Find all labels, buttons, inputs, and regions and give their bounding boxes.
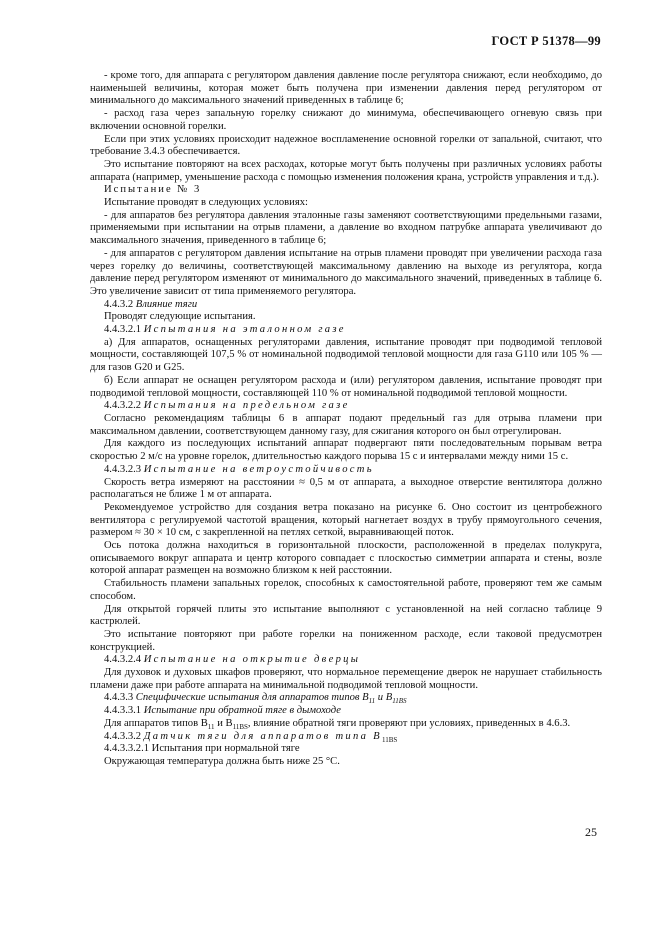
section-title: Датчик тяги для аппаратов типа B — [143, 730, 382, 742]
paragraph: - расход газа через запальную горелку снижают до минимума, обеспечивающего огневую связь при включении основной горелки. — [90, 108, 602, 132]
paragraph: Это испытание повторяют при работе горелки на пониженном расходе, если таковой предусмотрен конструкцией. — [90, 628, 602, 653]
section-number: 4.4.3.2 — [104, 298, 134, 310]
test-heading: Испытание № 3 — [104, 184, 202, 196]
section-heading-4-4-3-2-2 — [90, 400, 602, 413]
paragraph: Рекомендуемое устройство для создания ветра показано на рисунке 6. Оно состоит из центробежного вентилятора с регулируемой частотой вращения, который нагнетает воздух в трубу прямоугольного сечения, размером ≈ 30 × 10 см, с закрепленной на петлях сеткой, выравнивающей поток. — [90, 501, 602, 539]
standard-header: ГОСТ Р 51378—99 — [491, 34, 601, 48]
section-number: 4.4.3.3 — [104, 692, 134, 704]
paragraph: Проводят следующие испытания. — [104, 311, 256, 323]
section-heading-4-4-3-3-1 — [90, 705, 602, 718]
section-heading-4-4-3-3 — [90, 692, 602, 705]
section-heading-4-4-3-2 — [90, 299, 602, 312]
section-title: Специфические испытания для аппаратов типов $B_{11}$ и $B_{11BS}$ — [135, 692, 407, 706]
paragraph: Для аппаратов типов $B_{11}$ и $B_{11BS}$, влияние обратной тяги проверяют при условиях, приведенных в 4.6.3. — [104, 717, 571, 731]
paragraph: Это испытание повторяют на всех расходах, которые могут быть получены при различных условиях работы аппарата (например, уменьшение расхода с помощью изменения положения крана, устройств управления и т.д.). — [90, 158, 602, 183]
section-title: Испытание на открытие дверцы — [143, 654, 361, 666]
section-title: Испытания на предельном газе — [143, 400, 350, 412]
paragraph: - для аппаратов с регулятором давления испытание на отрыв пламени проводят при увеличении расхода газа через горелку до величины, соответствующей максимальному давлению на выходе из регулятора, когда давление перед регулятором изменяют от минимального до максимального значений, приведенных в таблице 6. Это увеличение зависит от типа применяемого регулятора. — [90, 247, 602, 297]
paragraph: Согласно рекомендациям таблицы 6 в аппарат подают предельный газ для отрыва пламени при максимальном давлении, соответствующем данному газу, для сжигания которого он был отрегулирован. — [90, 412, 602, 437]
page-number: 25 — [585, 825, 597, 839]
paragraph: Для каждого из последующих испытаний аппарат подвергают пяти последовательным порывам ветра скоростью 2 м/с на уровне горелок, длительностью каждого порыва 15 с и интервалами между ними 15 с. — [90, 438, 602, 463]
paragraph: Скорость ветра измеряют на расстоянии ≈ 0,5 м от аппарата, а выходное отверстие вентилятора должно располагаться не ближе 1 м от аппарата. — [90, 476, 602, 501]
paragraph: - для аппаратов без регулятора давления эталонные газы заменяют соответствующими предельными газами, применяемыми при испытании на отрыв пламени, а давление во входном патрубке аппарата увеличивают до максимального значения, приведенного в таблице 6; — [90, 209, 602, 247]
section-number: 4.4.3.2.1 — [104, 324, 142, 336]
section-number: 4.4.3.3.1 — [104, 705, 142, 717]
section-title: Влияние тяги — [135, 298, 198, 310]
paragraph: Окружающая температура должна быть ниже 25 °С. — [104, 755, 340, 767]
section-number: 4.4.3.3.2 — [104, 730, 142, 742]
paragraph: а) Для аппаратов, оснащенных регуляторами давления, испытание проводят при подводимой тепловой мощности, составляющей 107,5 % от номинальной подводимой тепловой мощности для газа G110 или 105 % — для газов G20 и G25. — [90, 336, 602, 374]
section-number: 4.4.3.2.3 — [104, 463, 142, 475]
paragraph: б) Если аппарат не оснащен регулятором расхода и (или) регулятором давления, испытание проводят при подводимой тепловой мощности, составляющей 110 % от номинальной подводимой тепловой мощности. — [90, 374, 602, 399]
paragraph: Для духовок и духовых шкафов проверяют, что нормальное перемещение дверок не нарушает стабильность пламени даже при работе аппарата на минимальной подводимой тепловой мощности. — [90, 667, 602, 691]
section-title: Испытания на эталонном газе — [143, 324, 346, 336]
section-heading-4-4-3-2-4 — [90, 654, 602, 667]
paragraph: Для открытой горячей плиты это испытание выполняют с установленной на ней согласно таблице 9 кастрюлей. — [90, 603, 602, 628]
paragraph: Если при этих условиях происходит надежное воспламенение основной горелки от запальной, считают, что требование 3.4.3 обеспечивается. — [90, 133, 602, 158]
paragraph: - кроме того, для аппарата с регулятором давления давление после регулятора снижают, если необходимо, до наименьшей величины, которая может быть получена при изменении давления перед регулятором от минимального до максимального значений приведенных в таблице 6; — [90, 70, 602, 107]
section-title: Испытание на ветроустойчивость — [143, 463, 374, 475]
section-number: 4.4.3.2.4 — [104, 654, 142, 666]
paragraph: Ось потока должна находиться в горизонтальной плоскости, расположенной в пределах полукруга, описываемого вокруг аппарата и центр которого совпадает с плоскостью симметрии аппарата и стены, возле которой аппарат размещен на возможно близком к ней расстоянии. — [90, 540, 602, 577]
document-body — [90, 70, 602, 769]
section-heading-4-4-3-2-1 — [90, 324, 602, 337]
paragraph: Стабильность пламени запальных горелок, способных к самостоятельной работе, проверяют тем же самым способом. — [90, 578, 602, 602]
section-number: 4.4.3.2.2 — [104, 400, 142, 412]
paragraph: Испытание проводят в следующих условиях: — [104, 197, 308, 209]
section-heading-4-4-3-3-2-1: 4.4.3.3.2.1 Испытания при нормальной тяге — [104, 743, 300, 755]
section-heading-4-4-3-3-2: 4.4.3.3.2 Датчик тяги для аппаратов типа $B_{11BS}$ — [104, 730, 398, 744]
section-title: Испытание при обратной тяге в дымоходе — [143, 705, 341, 717]
section-heading-4-4-3-2-3 — [90, 464, 602, 477]
